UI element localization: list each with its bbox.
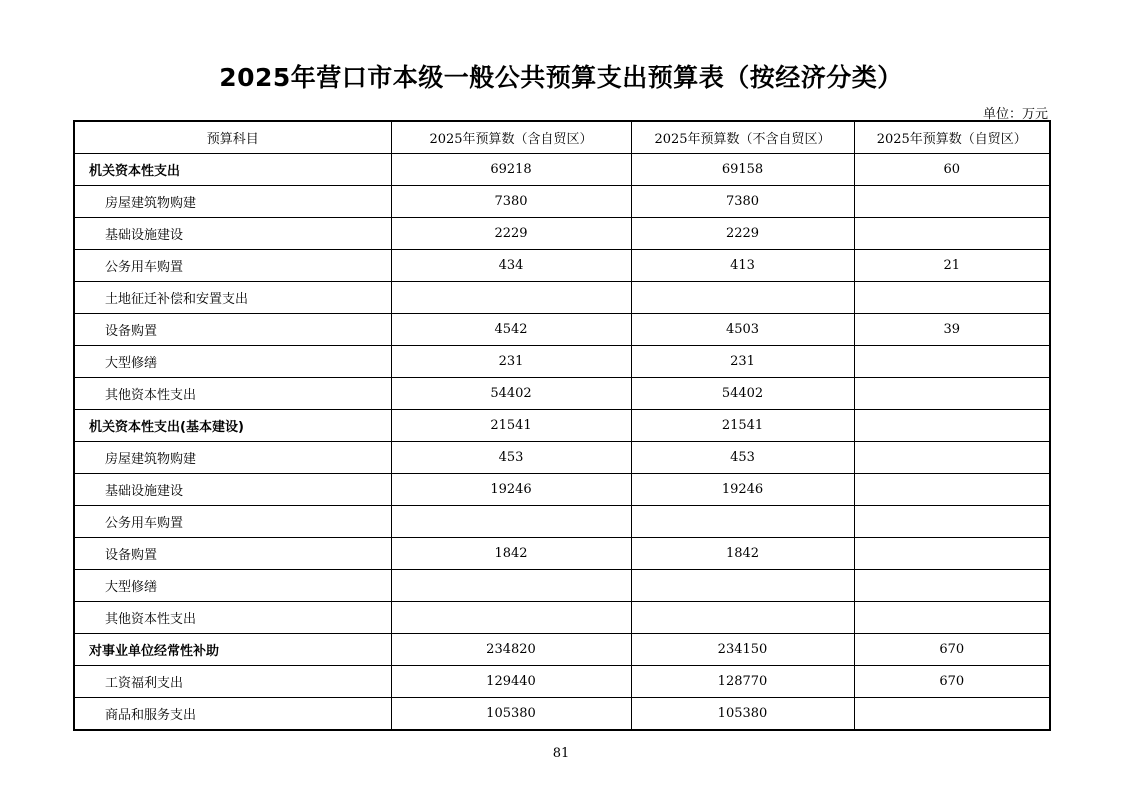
cell-budget-incl-ftz: 19246 — [391, 474, 631, 506]
table-row — [74, 666, 1050, 698]
table-row — [74, 378, 1050, 410]
table-row — [74, 186, 1050, 218]
cell-budget-excl-ftz: 1842 — [631, 538, 854, 570]
table-row — [74, 282, 1050, 314]
table-header-row — [74, 121, 1050, 154]
cell-budget-incl-ftz — [391, 282, 631, 314]
cell-budget-incl-ftz: 231 — [391, 346, 631, 378]
header-budget-excl-ftz: 2025年预算数（不含自贸区） — [631, 121, 854, 154]
cell-budget-excl-ftz: 2229 — [631, 218, 854, 250]
cell-subject-name: 机关资本性支出(基本建设) — [74, 410, 391, 442]
cell-budget-ftz — [854, 186, 1050, 218]
cell-budget-incl-ftz: 105380 — [391, 698, 631, 731]
cell-subject-name: 土地征迁补偿和安置支出 — [74, 282, 391, 314]
cell-budget-excl-ftz: 4503 — [631, 314, 854, 346]
cell-budget-ftz: 21 — [854, 250, 1050, 282]
cell-budget-ftz — [854, 282, 1050, 314]
cell-budget-ftz — [854, 698, 1050, 731]
cell-budget-incl-ftz — [391, 570, 631, 602]
cell-subject-name: 机关资本性支出 — [74, 154, 391, 186]
cell-subject-name: 其他资本性支出 — [74, 378, 391, 410]
table-row — [74, 698, 1050, 731]
cell-budget-excl-ftz: 7380 — [631, 186, 854, 218]
cell-budget-ftz — [854, 346, 1050, 378]
cell-budget-incl-ftz: 69218 — [391, 154, 631, 186]
cell-budget-incl-ftz — [391, 506, 631, 538]
cell-budget-excl-ftz: 69158 — [631, 154, 854, 186]
header-budget-ftz: 2025年预算数（自贸区） — [854, 121, 1050, 154]
cell-budget-ftz: 39 — [854, 314, 1050, 346]
cell-budget-incl-ftz: 234820 — [391, 634, 631, 666]
table-row — [74, 250, 1050, 282]
cell-budget-ftz — [854, 602, 1050, 634]
cell-subject-name: 对事业单位经常性补助 — [74, 634, 391, 666]
cell-budget-incl-ftz: 21541 — [391, 410, 631, 442]
cell-budget-ftz: 670 — [854, 666, 1050, 698]
cell-budget-incl-ftz: 54402 — [391, 378, 631, 410]
table-row — [74, 346, 1050, 378]
header-budget-incl-ftz: 2025年预算数（含自贸区） — [391, 121, 631, 154]
unit-label: 单位：万元 — [982, 107, 1048, 122]
table-row — [74, 442, 1050, 474]
cell-subject-name: 大型修缮 — [74, 346, 391, 378]
table-row — [74, 570, 1050, 602]
cell-budget-excl-ftz: 231 — [631, 346, 854, 378]
table-row — [74, 538, 1050, 570]
table-category-row — [74, 634, 1050, 666]
table-category-row — [74, 154, 1050, 186]
cell-budget-excl-ftz: 54402 — [631, 378, 854, 410]
cell-subject-name: 设备购置 — [74, 538, 391, 570]
cell-subject-name: 房屋建筑物购建 — [74, 442, 391, 474]
cell-budget-ftz — [854, 442, 1050, 474]
cell-budget-ftz — [854, 570, 1050, 602]
cell-subject-name: 大型修缮 — [74, 570, 391, 602]
header-subject: 预算科目 — [74, 121, 391, 154]
cell-subject-name: 基础设施建设 — [74, 218, 391, 250]
cell-subject-name: 其他资本性支出 — [74, 602, 391, 634]
table-row — [74, 314, 1050, 346]
cell-budget-ftz — [854, 538, 1050, 570]
cell-budget-excl-ftz — [631, 570, 854, 602]
cell-subject-name: 基础设施建设 — [74, 474, 391, 506]
cell-budget-incl-ftz: 7380 — [391, 186, 631, 218]
budget-table — [73, 120, 1051, 731]
cell-budget-excl-ftz: 234150 — [631, 634, 854, 666]
cell-budget-incl-ftz: 4542 — [391, 314, 631, 346]
cell-budget-incl-ftz: 1842 — [391, 538, 631, 570]
cell-budget-incl-ftz: 453 — [391, 442, 631, 474]
cell-budget-excl-ftz: 21541 — [631, 410, 854, 442]
cell-budget-incl-ftz: 129440 — [391, 666, 631, 698]
cell-budget-excl-ftz: 128770 — [631, 666, 854, 698]
cell-budget-ftz — [854, 410, 1050, 442]
cell-budget-ftz: 670 — [854, 634, 1050, 666]
table-row — [74, 506, 1050, 538]
cell-subject-name: 设备购置 — [74, 314, 391, 346]
cell-budget-excl-ftz: 105380 — [631, 698, 854, 731]
page-number: 81 — [552, 746, 570, 761]
cell-budget-excl-ftz: 19246 — [631, 474, 854, 506]
cell-budget-incl-ftz: 434 — [391, 250, 631, 282]
cell-budget-excl-ftz — [631, 602, 854, 634]
cell-subject-name: 公务用车购置 — [74, 250, 391, 282]
cell-budget-excl-ftz — [631, 506, 854, 538]
cell-budget-ftz: 60 — [854, 154, 1050, 186]
cell-budget-incl-ftz: 2229 — [391, 218, 631, 250]
cell-budget-excl-ftz: 413 — [631, 250, 854, 282]
table-body — [74, 154, 1050, 731]
cell-budget-ftz — [854, 218, 1050, 250]
table-row — [74, 602, 1050, 634]
table-category-row — [74, 410, 1050, 442]
cell-budget-excl-ftz — [631, 282, 854, 314]
table-row — [74, 474, 1050, 506]
cell-subject-name: 房屋建筑物购建 — [74, 186, 391, 218]
cell-subject-name: 工资福利支出 — [74, 666, 391, 698]
cell-budget-excl-ftz: 453 — [631, 442, 854, 474]
cell-budget-incl-ftz — [391, 602, 631, 634]
cell-budget-ftz — [854, 506, 1050, 538]
page-title: 2025年营口市本级一般公共预算支出预算表（按经济分类） — [219, 63, 903, 92]
cell-budget-ftz — [854, 378, 1050, 410]
cell-subject-name: 商品和服务支出 — [74, 698, 391, 731]
cell-subject-name: 公务用车购置 — [74, 506, 391, 538]
table-row — [74, 218, 1050, 250]
cell-budget-ftz — [854, 474, 1050, 506]
